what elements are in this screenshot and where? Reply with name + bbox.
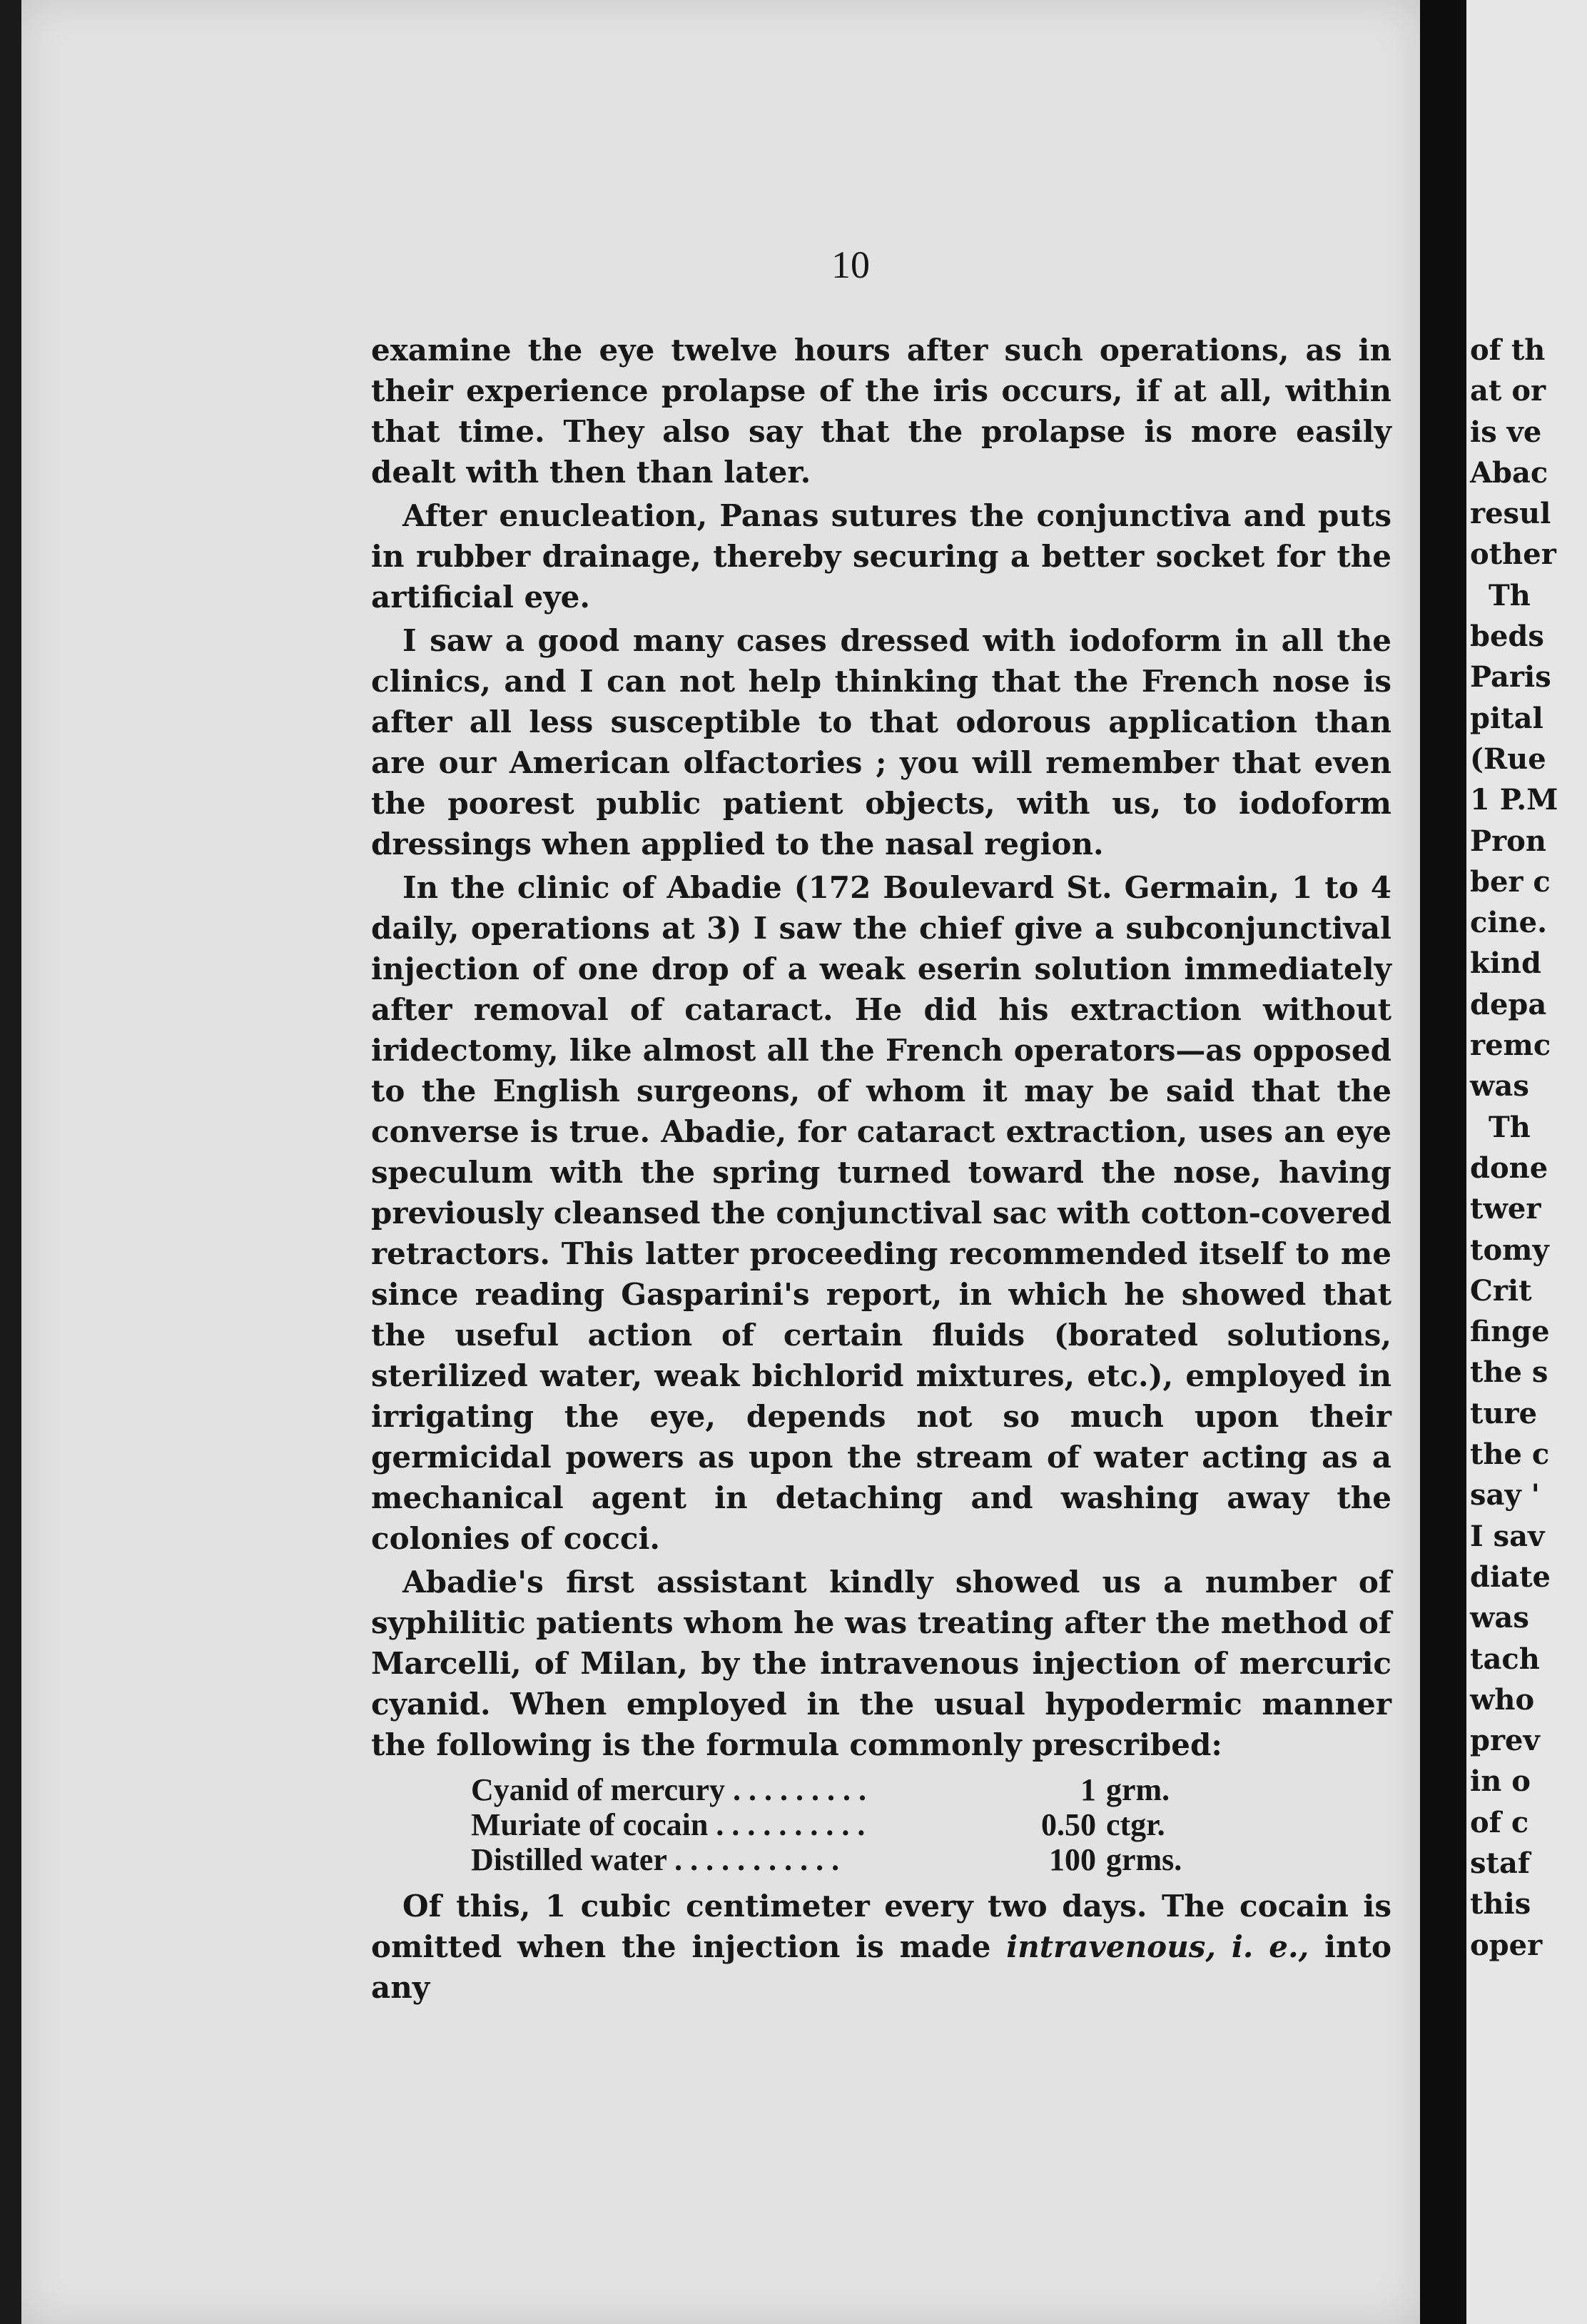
right-page-line: Pron: [1470, 824, 1546, 858]
paragraph-2: After enucleation, Panas sutures the conjunctiva and puts in rubber drainage, thereby securing a better socket for the artificial eye.: [371, 498, 1391, 615]
formula-quantity: 100: [1049, 1842, 1096, 1877]
book-gutter: [1420, 0, 1466, 2324]
formula-ingredient: Cyanid of mercury . . . . . . . . .: [471, 1772, 867, 1807]
final-text-italic: intravenous, i. e.,: [1006, 1929, 1309, 1964]
paragraph-5: Abadie's first assistant kindly showed us a number of syphilitic patients whom he was treating after the method of Marcelli, of Milan, by the intravenous injection of mercuric cyanid. When employed in the usual hypodermic manner the following is the formula commonly prescribed:: [371, 1565, 1391, 1762]
right-page-line: of th: [1470, 333, 1546, 367]
paragraph-4: In the clinic of Abadie (172 Boulevard St. Germain, 1 to 4 daily, operations at 3) I saw the chief give a subconjunctival injection of one drop of a weak eserin solution immediately after removal of cataract. He did his extraction without iridectomy, like almost all the French operators—as opposed to the English surgeons, of whom it may be said that the converse is true. Abadie, for cataract extraction, uses an eye speculum with the spring turned toward the nose, having previously cleansed the conjunctival sac with cotton-covered retractors. This latter proceeding recommended itself to me since reading Gasparini's report, in which he showed that the useful action of certain fluids (borated solutions, sterilized water, weak bichlorid mixtures, etc.), employed in irrigating the eye, depends not so much upon their germicidal powers as upon the stream of water acting as a mechanical agent in detaching and washing away the colonies of cocci.: [371, 870, 1391, 1556]
formula-unit: ctgr.: [1106, 1807, 1165, 1842]
right-page-line: remc: [1470, 1029, 1551, 1063]
formula-quantity: 1: [1080, 1772, 1096, 1807]
right-page-text: [1470, 330, 1587, 1966]
right-page-line: at or: [1470, 374, 1546, 408]
right-page-line: I sav: [1470, 1519, 1545, 1553]
right-page-line: ber c: [1470, 864, 1551, 899]
final-text-before: Of this, 1 cubic centimeter every two days. The cocain is omitted when the injection is made: [371, 1889, 1391, 1964]
right-page-line: Th: [1489, 578, 1531, 612]
formula-row: [371, 1772, 1391, 1807]
paragraph-3: I saw a good many cases dressed with iodoform in all the clinics, and I can not help thinking that the French nose is after all less susceptible to that odorous application than are our American olfactories ; you will remember that even the poorest public patient objects, with us, to iodoform dressings when applied to the nasal region.: [371, 623, 1391, 862]
paragraph-final: [371, 1886, 1391, 2008]
right-page-line: staf: [1470, 1846, 1531, 1880]
right-page-line: Paris: [1470, 660, 1551, 694]
right-page-line: ture: [1470, 1396, 1538, 1430]
right-page-line: say ': [1470, 1478, 1540, 1512]
formula-ingredient: Muriate of cocain . . . . . . . . . .: [471, 1807, 866, 1842]
right-page-line: Crit: [1470, 1273, 1532, 1308]
right-page-line: Abac: [1470, 455, 1548, 490]
right-page-line: tomy: [1470, 1233, 1549, 1267]
right-page-line: kind: [1470, 946, 1541, 981]
formula-unit: grms.: [1106, 1842, 1182, 1877]
body-text: [371, 330, 1391, 2011]
right-page-line: this: [1470, 1887, 1531, 1921]
right-page-line: twer: [1470, 1192, 1541, 1226]
right-page-line: tach: [1470, 1642, 1540, 1676]
formula-row: [371, 1807, 1391, 1842]
page-number: 10: [831, 243, 870, 286]
right-page-line: beds: [1470, 620, 1544, 654]
formula-quantity: 0.50: [1041, 1807, 1096, 1842]
final-text-after: into any: [371, 1929, 1392, 2005]
formula-table: [371, 1772, 1391, 1877]
right-page-line: pital: [1470, 701, 1543, 735]
formula-row: [371, 1842, 1391, 1877]
right-page-line: 1 P.M: [1470, 783, 1558, 817]
right-page-line: diate: [1470, 1560, 1551, 1594]
right-page-line: finge: [1470, 1315, 1550, 1349]
right-page-line: Th: [1489, 1110, 1531, 1144]
right-page-line: the s: [1470, 1355, 1548, 1390]
right-page-line: other: [1470, 537, 1556, 572]
formula-unit: grm.: [1106, 1772, 1170, 1807]
right-page-line: done: [1470, 1151, 1548, 1185]
right-page-line: prev: [1470, 1724, 1540, 1758]
right-page-line: the c: [1470, 1438, 1550, 1472]
right-page-line: depa: [1470, 987, 1547, 1021]
paragraph-1: examine the eye twelve hours after such operations, as in their experience prolapse of the iris occurs, if at all, within that time. They also say that the prolapse is more easily dealt with then than later.: [371, 333, 1391, 490]
right-page-line: in o: [1470, 1764, 1531, 1799]
right-page-line: was: [1470, 1601, 1529, 1635]
right-page-line: was: [1470, 1069, 1529, 1103]
formula-ingredient: Distilled water . . . . . . . . . . .: [471, 1842, 840, 1877]
right-page-line: oper: [1470, 1928, 1543, 1962]
right-page-line: (Rue: [1470, 742, 1546, 776]
right-page-line: resul: [1470, 497, 1551, 531]
right-page-line: of c: [1470, 1805, 1529, 1839]
right-page-line: cine.: [1470, 906, 1548, 940]
right-page-line: who: [1470, 1682, 1535, 1717]
right-page-line: is ve: [1470, 415, 1542, 449]
